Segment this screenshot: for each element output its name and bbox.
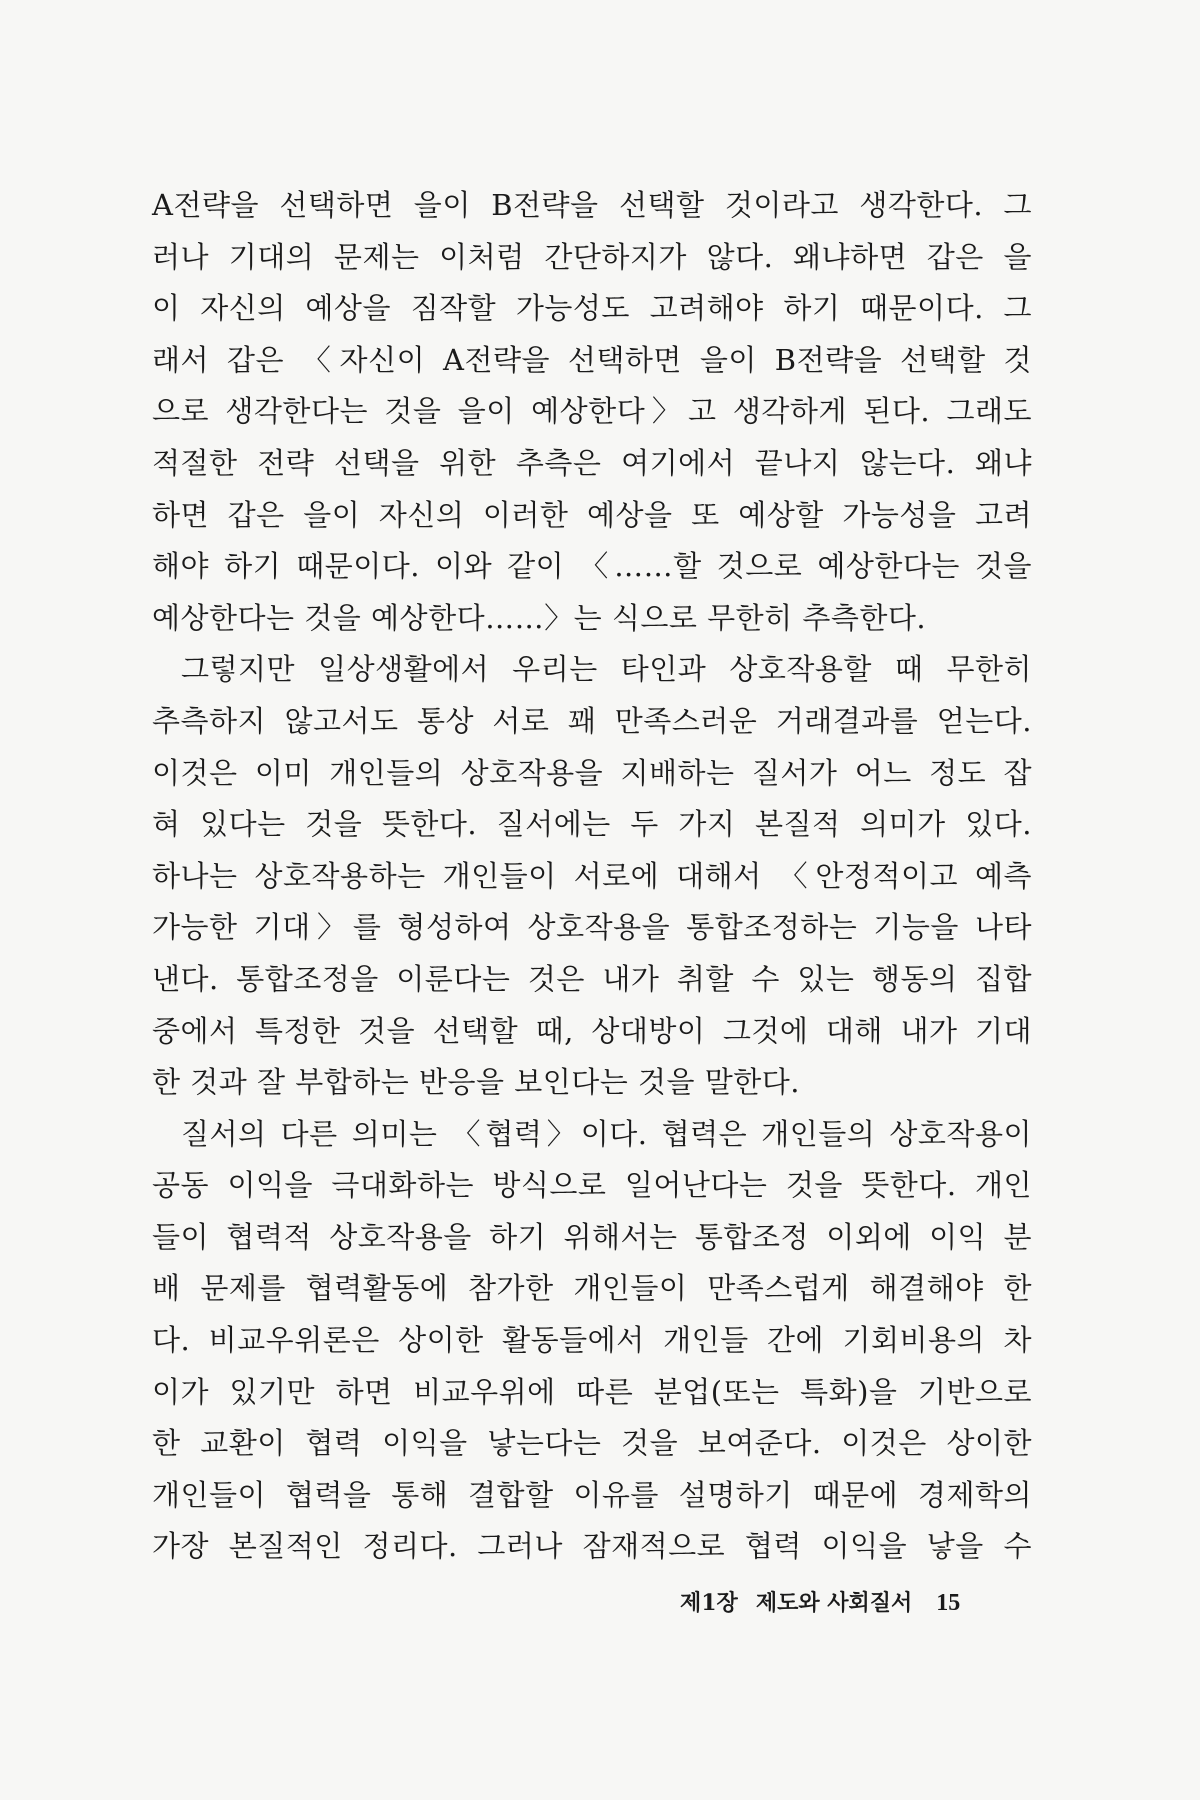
text-line: 혀 있다는 것을 뜻한다. 질서에는 두 가지 본질적 의미가 있다. — [152, 807, 1032, 842]
text-line-paragraph-start: 질서의 다른 의미는 〈협력〉이다. 협력은 개인들의 상호작용이 — [181, 1116, 1032, 1151]
body-text — [152, 180, 1032, 1573]
text-line: 이 자신의 예상을 짐작할 가능성도 고려해야 하기 때문이다. 그 — [152, 291, 1032, 326]
text-line: 으로 생각한다는 것을 을이 예상한다〉고 생각하게 된다. 그래도 — [152, 394, 1032, 429]
text-line: 다. 비교우위론은 상이한 활동들에서 개인들 간에 기회비용의 차 — [152, 1323, 1032, 1358]
page-number: 15 — [936, 1590, 961, 1616]
chapter-label: 제1장 — [680, 1590, 738, 1616]
text-line: A전략을 선택하면 을이 B전략을 선택할 것이라고 생각한다. 그 — [152, 188, 1032, 222]
text-line: 러나 기대의 문제는 이처럼 간단하지가 않다. 왜냐하면 갑은 을 — [152, 239, 1032, 274]
text-line: 하면 갑은 을이 자신의 이러한 예상을 또 예상할 가능성을 고려 — [152, 497, 1032, 532]
text-line: 배 문제를 협력활동에 참가한 개인들이 만족스럽게 해결해야 한 — [152, 1271, 1032, 1306]
text-line: 들이 협력적 상호작용을 하기 위해서는 통합조정 이외에 이익 분 — [152, 1219, 1032, 1254]
text-line: 이가 있기만 하면 비교우위에 따른 분업(또는 특화)을 기반으로 — [152, 1374, 1032, 1409]
text-line: 한 교환이 협력 이익을 낳는다는 것을 보여준다. 이것은 상이한 — [152, 1426, 1032, 1461]
text-line: 중에서 특정한 것을 선택할 때, 상대방이 그것에 대해 내가 기대 — [152, 1013, 1032, 1048]
text-line: 개인들이 협력을 통해 결합할 이유를 설명하기 때문에 경제학의 — [152, 1477, 1032, 1512]
text-line-paragraph-start: 그렇지만 일상생활에서 우리는 타인과 상호작용할 때 무한히 — [181, 652, 1032, 687]
text-line: 가장 본질적인 정리다. 그러나 잠재적으로 협력 이익을 낳을 수 — [152, 1529, 1032, 1564]
text-line: 하나는 상호작용하는 개인들이 서로에 대해서 〈안정적이고 예측 — [152, 858, 1032, 893]
text-line: 래서 갑은 〈자신이 A전략을 선택하면 을이 B전략을 선택할 것 — [152, 342, 1032, 377]
text-line-paragraph-end: 한 것과 잘 부합하는 반응을 보인다는 것을 말한다. — [152, 1065, 801, 1100]
text-line: 가능한 기대〉를 형성하여 상호작용을 통합조정하는 기능을 나타 — [152, 910, 1032, 945]
text-line: 낸다. 통합조정을 이룬다는 것은 내가 취할 수 있는 행동의 집합 — [152, 961, 1032, 996]
text-line: 공동 이익을 극대화하는 방식으로 일어난다는 것을 뜻한다. 개인 — [152, 1168, 1032, 1203]
text-line: 추측하지 않고서도 통상 서로 꽤 만족스러운 거래결과를 얻는다. — [152, 703, 1032, 738]
text-line-paragraph-end: 예상한다는 것을 예상한다……〉는 식으로 무한히 추측한다. — [152, 600, 927, 635]
chapter-title: 제도와 사회질서 — [755, 1590, 913, 1616]
text-line: 적절한 전략 선택을 위한 추측은 여기에서 끝나지 않는다. 왜냐 — [152, 445, 1032, 480]
text-line: 해야 하기 때문이다. 이와 같이 〈……할 것으로 예상한다는 것을 — [152, 549, 1032, 584]
text-line: 이것은 이미 개인들의 상호작용을 지배하는 질서가 어느 정도 잡 — [152, 755, 1032, 790]
running-footer — [680, 1583, 1010, 1623]
